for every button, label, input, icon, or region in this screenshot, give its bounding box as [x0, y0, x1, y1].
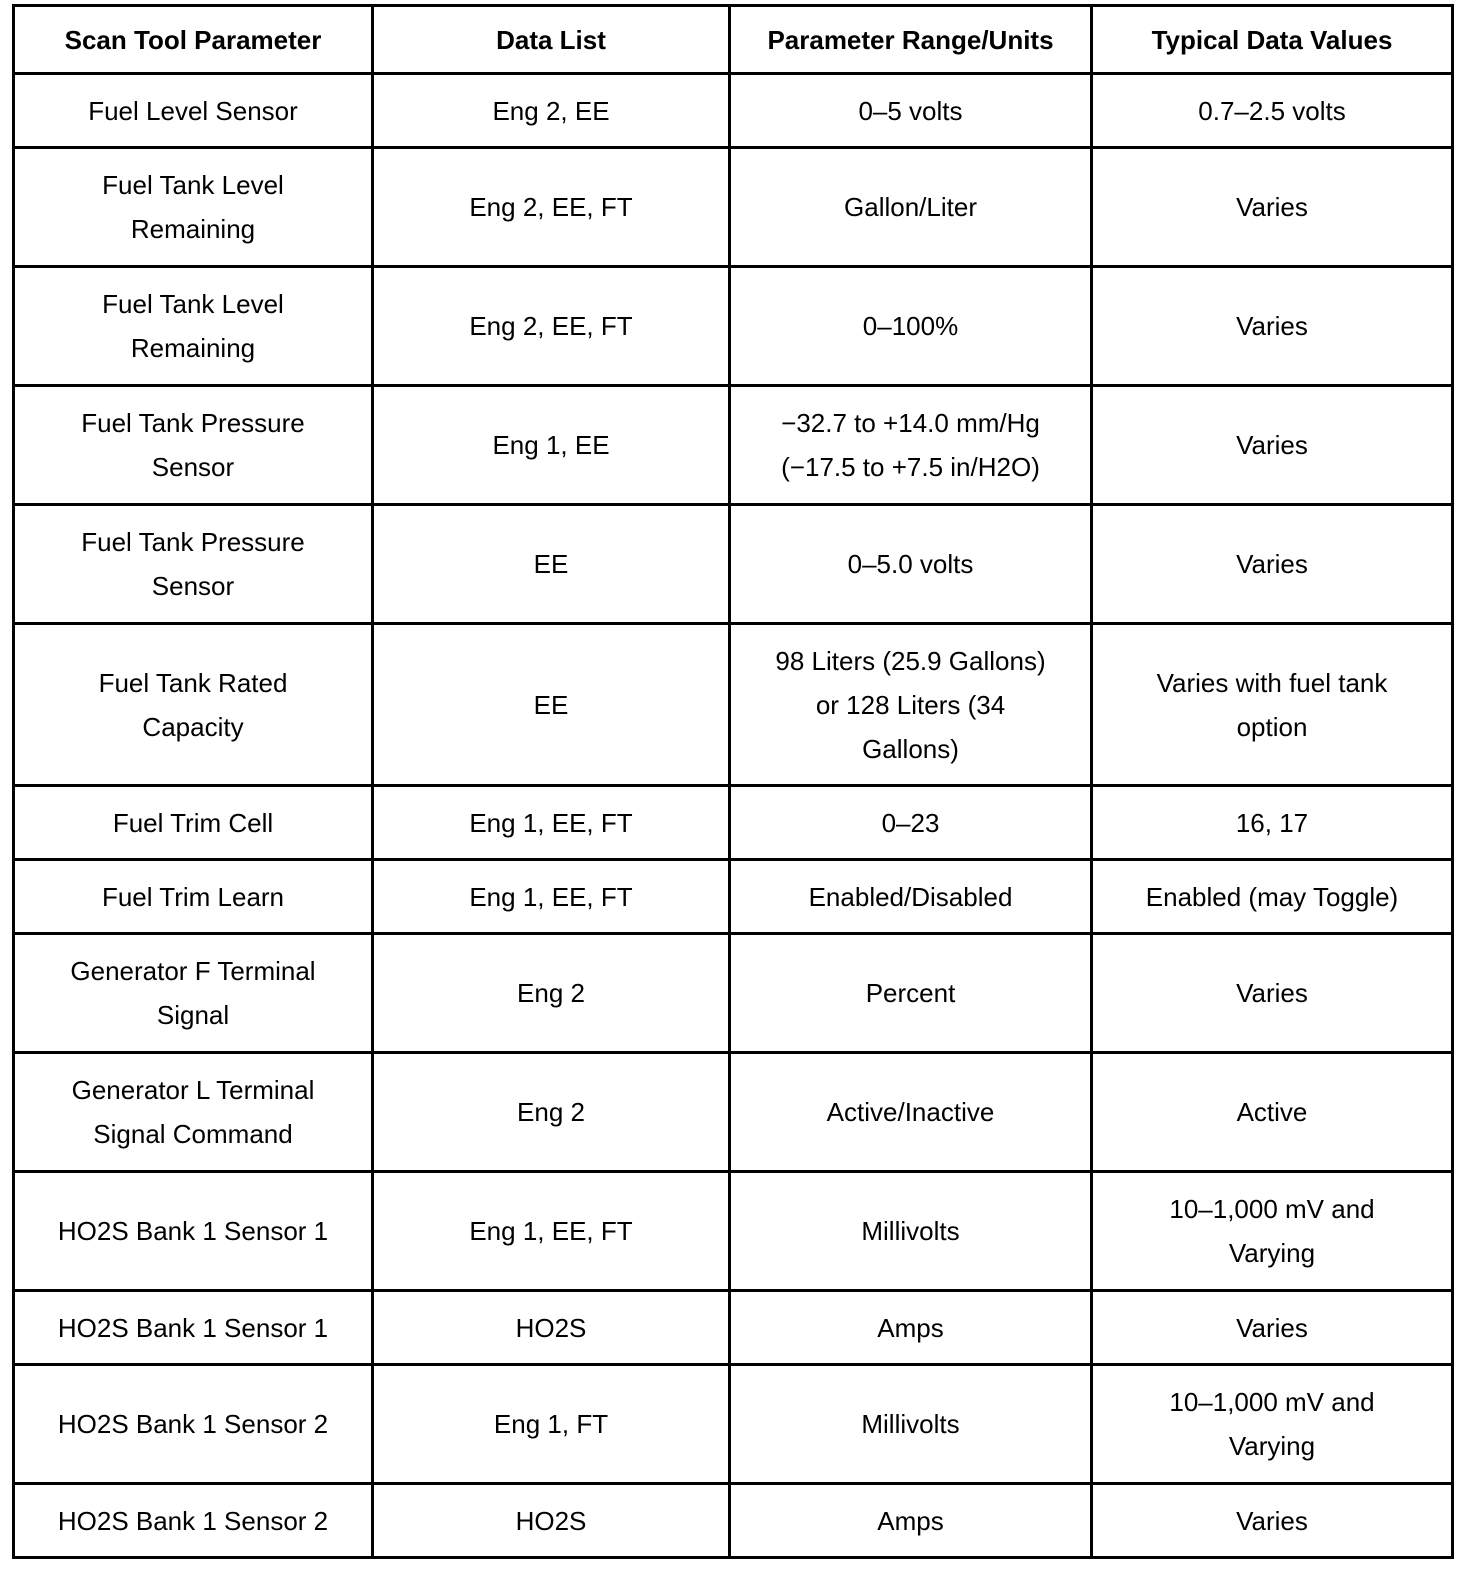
data-list-cell — [373, 786, 730, 860]
table-row — [14, 1484, 1453, 1558]
data-list-cell — [373, 148, 730, 267]
cell-text-line: Fuel Tank Pressure — [81, 408, 305, 438]
table-row — [14, 860, 1453, 934]
table-row — [14, 934, 1453, 1053]
typical-values-cell — [1092, 1291, 1453, 1365]
cell-text-line: Percent — [865, 978, 956, 1008]
cell-text-line: Eng 2 — [517, 978, 585, 1008]
cell-text-line: or 128 Liters (34 — [815, 689, 1006, 720]
cell-text-line: Fuel Level Sensor — [88, 95, 298, 126]
cell-text-line: Generator L Terminal — [71, 1075, 315, 1105]
table-row — [14, 386, 1453, 505]
cell-text-line: Sensor — [151, 452, 235, 482]
table-header-row — [14, 6, 1453, 74]
cell-text-line: Varies — [1236, 311, 1308, 341]
data-list-cell — [373, 1291, 730, 1365]
typical-values-cell — [1092, 1172, 1453, 1291]
parameter-cell — [14, 1291, 373, 1365]
data-list-cell — [373, 267, 730, 386]
typical-values-cell — [1092, 624, 1453, 786]
cell-text-line: Amps — [877, 1505, 944, 1536]
cell-text-line: 98 Liters (25.9 Gallons) — [775, 645, 1046, 676]
cell-text-line: Gallon/Liter — [844, 192, 977, 222]
table-row — [14, 1365, 1453, 1484]
typical-values-cell — [1092, 786, 1453, 860]
cell-text-line: Varying — [1228, 1431, 1316, 1461]
data-list-cell — [373, 74, 730, 148]
table-row — [14, 624, 1453, 786]
header-typical-data-values: Typical Data Values — [1092, 6, 1453, 74]
typical-values-cell — [1092, 267, 1453, 386]
cell-text-line: Enabled/Disabled — [808, 881, 1013, 912]
cell-text-line: 0.7–2.5 volts — [1198, 95, 1346, 126]
cell-text-line: Millivolts — [861, 1409, 960, 1439]
typical-values-cell — [1092, 1484, 1453, 1558]
cell-text-line: Fuel Tank Pressure — [81, 527, 305, 557]
header-data-list: Data List — [373, 6, 730, 74]
parameter-cell — [14, 74, 373, 148]
cell-text-line: Varies — [1236, 430, 1308, 460]
table-row — [14, 1291, 1453, 1365]
cell-text-line: Varies — [1236, 192, 1308, 222]
cell-text-line: Eng 2, EE, FT — [469, 311, 633, 341]
scan-tool-data-table — [12, 4, 1454, 1559]
cell-text-line: Fuel Trim Cell — [112, 807, 274, 838]
table-row — [14, 148, 1453, 267]
parameter-cell — [14, 505, 373, 624]
cell-text-line: Gallons) — [862, 733, 959, 764]
parameter-cell — [14, 1365, 373, 1484]
cell-text-line: Enabled (may Toggle) — [1145, 881, 1399, 912]
header-scan-tool-parameter: Scan Tool Parameter — [14, 6, 373, 74]
parameter-cell — [14, 1484, 373, 1558]
parameter-cell — [14, 860, 373, 934]
typical-values-cell — [1092, 1053, 1453, 1172]
parameter-cell — [14, 624, 373, 786]
table-row — [14, 1172, 1453, 1291]
cell-text-line: Varies — [1236, 1505, 1308, 1536]
range-units-cell — [730, 267, 1092, 386]
cell-text-line: Eng 2, EE — [492, 95, 610, 126]
range-units-cell — [730, 1291, 1092, 1365]
range-units-cell — [730, 786, 1092, 860]
range-units-cell — [730, 148, 1092, 267]
cell-text-line: Amps — [877, 1312, 944, 1343]
cell-text-line: HO2S — [515, 1505, 587, 1536]
header-parameter-range-units: Parameter Range/Units — [730, 6, 1092, 74]
cell-text-line: −32.7 to +14.0 mm/Hg — [781, 408, 1040, 438]
cell-text-line: Active — [1236, 1097, 1308, 1127]
cell-text-line: Sensor — [151, 571, 235, 601]
cell-text-line: 0–23 — [881, 807, 940, 838]
table-row — [14, 1053, 1453, 1172]
cell-text-line: Eng 2 — [517, 1097, 585, 1127]
cell-text-line: Eng 1, EE, FT — [469, 1216, 633, 1246]
parameter-cell — [14, 148, 373, 267]
parameter-cell — [14, 1172, 373, 1291]
range-units-cell — [730, 386, 1092, 505]
cell-text-line: Eng 1, EE — [492, 430, 610, 460]
cell-text-line: 0–5.0 volts — [847, 549, 974, 579]
typical-values-cell — [1092, 934, 1453, 1053]
table-row — [14, 505, 1453, 624]
cell-text-line: Varies — [1236, 549, 1308, 579]
cell-text-line: 0–5 volts — [858, 95, 963, 126]
cell-text-line: Signal — [156, 1000, 230, 1030]
cell-text-line: 10–1,000 mV and — [1169, 1387, 1375, 1417]
parameter-cell — [14, 267, 373, 386]
cell-text-line: Signal Command — [93, 1119, 293, 1149]
cell-text-line: HO2S Bank 1 Sensor 2 — [57, 1505, 329, 1536]
parameter-cell — [14, 386, 373, 505]
cell-text-line: Fuel Tank Level — [102, 170, 284, 200]
typical-values-cell — [1092, 1365, 1453, 1484]
range-units-cell — [730, 1365, 1092, 1484]
data-list-cell — [373, 1172, 730, 1291]
data-list-cell — [373, 1053, 730, 1172]
data-list-cell — [373, 386, 730, 505]
cell-text-line: Varies — [1236, 978, 1308, 1008]
range-units-cell — [730, 74, 1092, 148]
range-units-cell — [730, 505, 1092, 624]
cell-text-line: 0–100% — [862, 311, 959, 341]
cell-text-line: HO2S Bank 1 Sensor 1 — [57, 1312, 329, 1343]
cell-text-line: Fuel Tank Level — [102, 289, 284, 319]
cell-text-line: HO2S Bank 1 Sensor 2 — [57, 1409, 329, 1439]
cell-text-line: (−17.5 to +7.5 in/H2O) — [781, 452, 1040, 482]
cell-text-line: Eng 1, EE, FT — [469, 807, 633, 838]
data-list-cell — [373, 505, 730, 624]
data-list-cell — [373, 860, 730, 934]
range-units-cell — [730, 1053, 1092, 1172]
parameter-cell — [14, 934, 373, 1053]
typical-values-cell — [1092, 74, 1453, 148]
cell-text-line: Eng 1, EE, FT — [469, 881, 633, 912]
parameter-cell — [14, 1053, 373, 1172]
cell-text-line: Generator F Terminal — [70, 956, 316, 986]
cell-text-line: Varies with fuel tank — [1156, 667, 1388, 698]
parameter-cell — [14, 786, 373, 860]
typical-values-cell — [1092, 148, 1453, 267]
cell-text-line: Active/Inactive — [826, 1097, 995, 1127]
cell-text-line: Capacity — [142, 711, 244, 742]
data-list-cell — [373, 934, 730, 1053]
range-units-cell — [730, 1172, 1092, 1291]
cell-text-line: Varying — [1228, 1238, 1316, 1268]
cell-text-line: 10–1,000 mV and — [1169, 1194, 1375, 1224]
table-row — [14, 786, 1453, 860]
cell-text-line: option — [1236, 711, 1308, 742]
cell-text-line: EE — [533, 549, 569, 579]
typical-values-cell — [1092, 386, 1453, 505]
cell-text-line: Eng 1, FT — [493, 1409, 609, 1439]
cell-text-line: Fuel Tank Rated — [98, 667, 288, 698]
typical-values-cell — [1092, 860, 1453, 934]
cell-text-line: 16, 17 — [1235, 807, 1309, 838]
cell-text-line: EE — [533, 689, 569, 720]
cell-text-line: Remaining — [130, 333, 256, 363]
cell-text-line: Millivolts — [861, 1216, 960, 1246]
range-units-cell — [730, 934, 1092, 1053]
cell-text-line: Fuel Trim Learn — [101, 881, 285, 912]
table-row — [14, 74, 1453, 148]
cell-text-line: HO2S — [515, 1312, 587, 1343]
range-units-cell — [730, 1484, 1092, 1558]
cell-text-line: Eng 2, EE, FT — [469, 192, 633, 222]
cell-text-line: HO2S Bank 1 Sensor 1 — [57, 1216, 329, 1246]
table-row — [14, 267, 1453, 386]
cell-text-line: Remaining — [130, 214, 256, 244]
range-units-cell — [730, 624, 1092, 786]
data-list-cell — [373, 624, 730, 786]
data-list-cell — [373, 1365, 730, 1484]
data-list-cell — [373, 1484, 730, 1558]
range-units-cell — [730, 860, 1092, 934]
cell-text-line: Varies — [1236, 1312, 1308, 1343]
typical-values-cell — [1092, 505, 1453, 624]
